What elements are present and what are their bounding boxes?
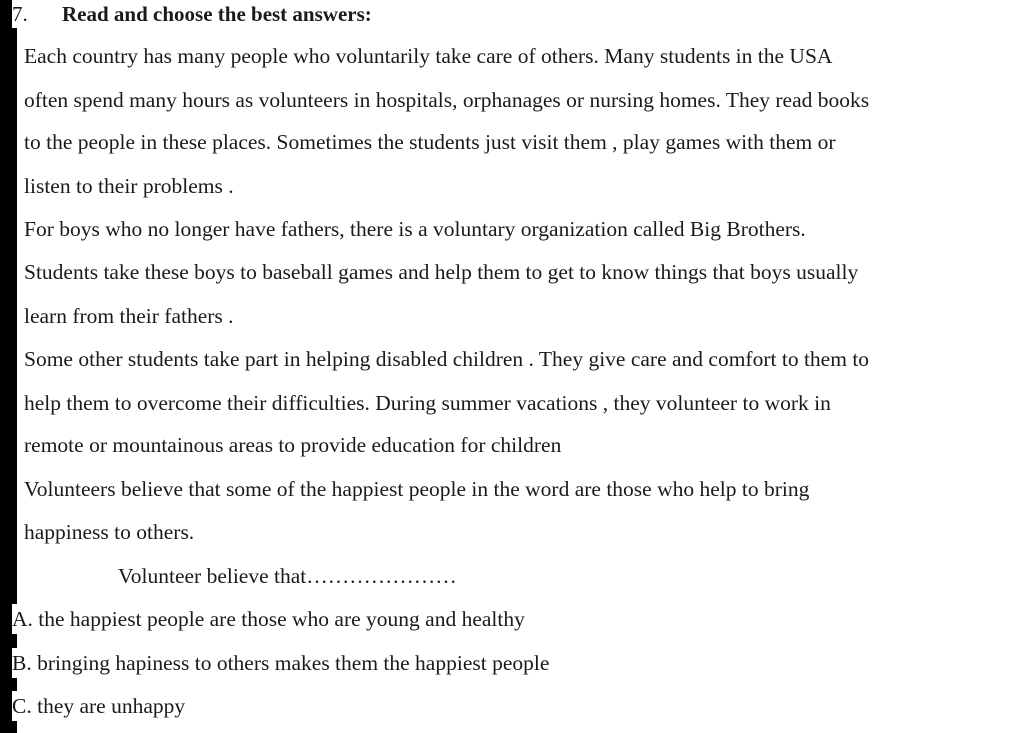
passage-line: Some other students take part in helping disabled children . They give care and comfort to them to: [24, 347, 870, 371]
passage-line: help them to overcome their difficulties. During summer vacations , they volunteer to work in: [24, 391, 831, 415]
passage-line: learn from their fathers .: [24, 304, 234, 328]
answer-option-a[interactable]: A. the happiest people are those who are young and healthy: [12, 604, 529, 634]
answer-option-b[interactable]: B. bringing hapiness to others makes them the happiest people: [12, 648, 553, 678]
passage-line: For boys who no longer have fathers, there is a voluntary organization called Big Brothers.: [24, 217, 806, 241]
passage-line: to the people in these places. Sometimes the students just visit them , play games with them or: [24, 130, 836, 154]
question-heading: [12, 0, 378, 28]
question-prompt: Volunteer believe that…………………: [118, 564, 457, 588]
passage-line: often spend many hours as volunteers in hospitals, orphanages or nursing homes. They read books: [24, 88, 870, 112]
answer-option-c[interactable]: C. they are unhappy: [12, 691, 189, 721]
question-number: 7.: [12, 2, 28, 26]
question-title: Read and choose the best answers:: [62, 2, 372, 26]
passage-line: Students take these boys to baseball games and help them to get to know things that boys usually: [24, 260, 859, 284]
passage-line: Volunteers believe that some of the happiest people in the word are those who help to bring: [24, 477, 810, 501]
passage-line: listen to their problems .: [24, 174, 234, 198]
passage-line: Each country has many people who voluntarily take care of others. Many students in the USA: [24, 44, 833, 68]
passage-line: remote or mountainous areas to provide education for children: [24, 433, 562, 457]
passage-line: happiness to others.: [24, 520, 195, 544]
